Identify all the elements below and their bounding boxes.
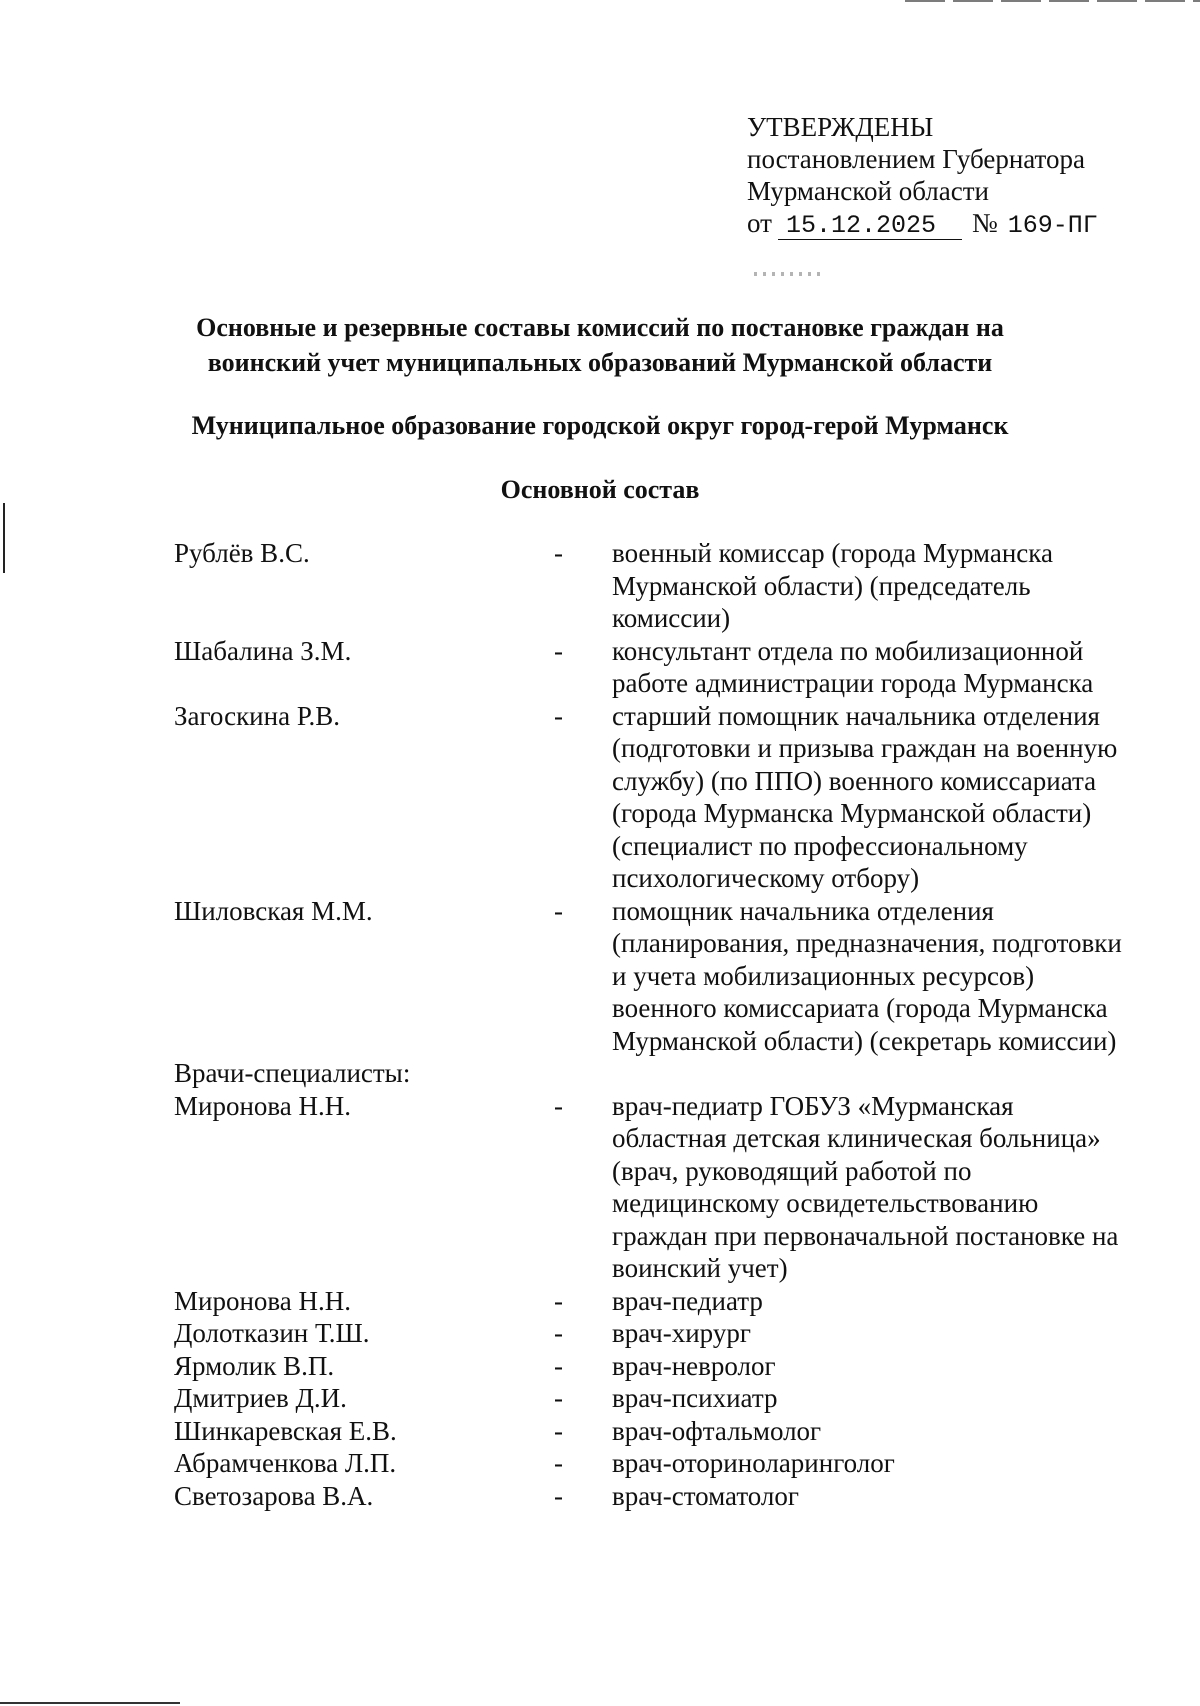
- document-title-line-1: Основные и резервные составы комиссий по постановке граждан на: [196, 313, 1004, 342]
- decree-number: 169-ПГ: [1007, 211, 1098, 240]
- doctor-role: врач-офтальмолог: [612, 1415, 822, 1446]
- doctor-row: [174, 1350, 1154, 1383]
- doctor-name: Дмитриев Д.И.: [174, 1383, 347, 1413]
- section-title: Основной состав: [500, 475, 700, 504]
- separator-dash: -: [554, 1480, 563, 1511]
- scan-dots: [754, 272, 824, 276]
- member-name: Рублёв В.С.: [174, 538, 310, 568]
- doctor-row: [174, 1447, 1154, 1480]
- document-title-line-2: воинский учет муниципальных образований Мурманской области: [207, 348, 993, 377]
- doctor-row: [174, 1317, 1154, 1350]
- member-role: консультант отдела по мобилизационной работе администрации города Мурманска: [612, 635, 1094, 698]
- doctor-name: Миронова Н.Н.: [174, 1090, 352, 1121]
- scan-artifact-bottom: [0, 1702, 180, 1704]
- member-row: [174, 537, 1154, 635]
- member-name: Шабалина З.М.: [174, 635, 352, 666]
- separator-dash: -: [554, 895, 563, 926]
- doctor-name: Ярмолик В.П.: [174, 1350, 335, 1381]
- separator-dash: -: [554, 1090, 563, 1121]
- member-row: [174, 895, 1154, 1058]
- doctor-name: Долотказин Т.Ш.: [174, 1318, 370, 1348]
- doctor-role: врач-оториноларинголог: [612, 1448, 895, 1478]
- doctor-role: врач-педиатр: [612, 1285, 763, 1316]
- doctors-label: Врачи-специалисты:: [174, 1058, 411, 1088]
- doctor-name: Светозарова В.А.: [174, 1480, 374, 1511]
- doctor-row: [174, 1285, 1154, 1318]
- separator-dash: -: [554, 1318, 563, 1348]
- member-row: [174, 635, 1154, 700]
- separator-dash: -: [554, 1415, 563, 1446]
- member-name: Загоскина Р.В.: [174, 700, 340, 731]
- date-prefix: от: [747, 208, 772, 238]
- separator-dash: -: [554, 1350, 563, 1381]
- scan-artifact-top: [905, 0, 1200, 2]
- member-role: старший помощник начальника отделения (подготовки и призыва граждан на военную службу) (по ППО) военного комиссариата (города Мурманска Мурманской области) (специалист по профессиональному психологическому отбору): [612, 700, 1118, 893]
- doctor-row: [174, 1415, 1154, 1448]
- approval-decree: постановлением Губернатора: [747, 144, 1085, 174]
- commission-roster: [174, 537, 1154, 1512]
- separator-dash: -: [554, 1383, 563, 1413]
- doctor-row: [174, 1480, 1154, 1513]
- doctor-role: врач-психиатр: [612, 1383, 778, 1413]
- separator-dash: -: [554, 1448, 563, 1478]
- doctor-name: Шинкаревская Е.В.: [174, 1415, 397, 1446]
- doctor-name: Миронова Н.Н.: [174, 1285, 352, 1316]
- member-role: помощник начальника отделения (планирования, предназначения, подготовки и учета мобилизационных ресурсов) военного комиссариата (города Мурманска Мурманской области) (секретарь комиссии): [612, 895, 1122, 1056]
- doctor-role: врач-стоматолог: [612, 1480, 799, 1511]
- separator-dash: -: [554, 700, 563, 731]
- separator-dash: -: [554, 635, 563, 666]
- doctor-row: [174, 1382, 1154, 1415]
- decree-date: 15.12.2025: [778, 213, 962, 240]
- doctor-role: врач-педиатр ГОБУЗ «Мурманская областная детская клиническая больница» (врач, руководящий работой по медицинскому освидетельствованию граждан при первоначальной постановке на воинский учет): [612, 1090, 1119, 1283]
- member-role: военный комиссар (города Мурманска Мурманской области) (председатель комиссии): [612, 538, 1053, 633]
- doctor-row: [174, 1090, 1154, 1285]
- number-label: №: [971, 208, 998, 238]
- municipality-title: Муниципальное образование городской округ город-герой Мурманск: [191, 411, 1009, 440]
- approval-heading: УТВЕРЖДЕНЫ: [747, 112, 934, 142]
- separator-dash: -: [554, 538, 563, 568]
- approval-region: Мурманской области: [747, 176, 989, 206]
- doctor-role: врач-хирург: [612, 1318, 751, 1348]
- member-name: Шиловская М.М.: [174, 895, 373, 926]
- document-title: [0, 310, 1200, 380]
- scan-artifact-left: [3, 503, 5, 573]
- approval-date-line: [747, 207, 1098, 242]
- doctor-role: врач-невролог: [612, 1350, 776, 1381]
- doctor-name: Абрамченкова Л.П.: [174, 1448, 397, 1478]
- member-row: [174, 700, 1154, 895]
- separator-dash: -: [554, 1285, 563, 1316]
- approval-block: [747, 111, 1098, 242]
